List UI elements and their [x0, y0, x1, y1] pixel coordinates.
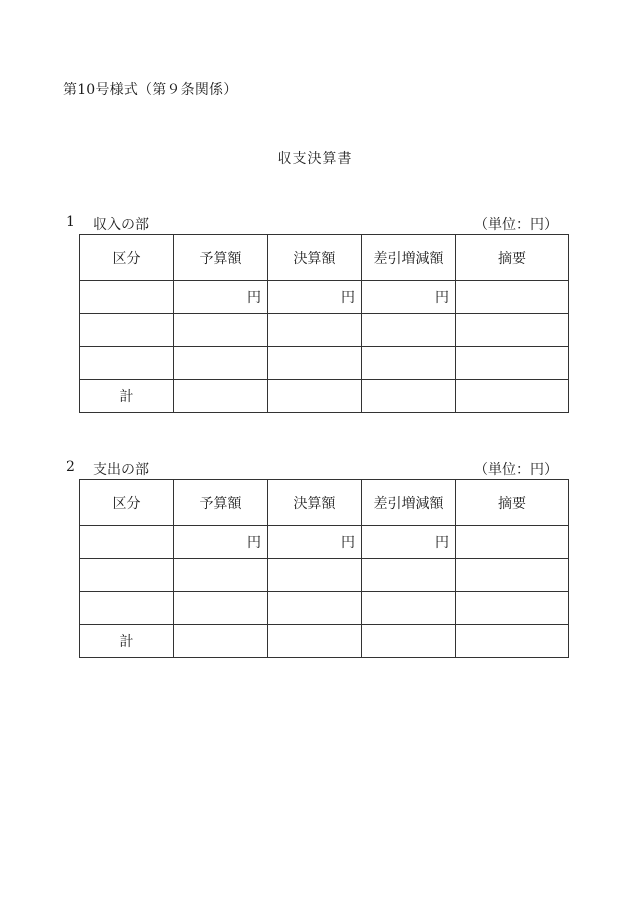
column-header-difference: 差引増減額 — [362, 480, 456, 526]
table-cell[interactable] — [362, 592, 456, 625]
table-cell[interactable] — [174, 625, 268, 658]
section-label: 収入の部 — [93, 217, 149, 233]
column-header-category: 区分 — [80, 480, 174, 526]
column-header-settlement: 決算額 — [268, 235, 362, 281]
column-header-remarks: 摘要 — [456, 235, 569, 281]
table-cell[interactable] — [80, 592, 174, 625]
table-cell[interactable] — [268, 592, 362, 625]
unit-note: （単位：円） — [474, 217, 558, 233]
column-header-difference: 差引増減額 — [362, 235, 456, 281]
currency-unit-cell[interactable]: 円 — [268, 281, 362, 314]
table-cell[interactable] — [268, 559, 362, 592]
table-cell[interactable] — [174, 314, 268, 347]
table-cell[interactable] — [362, 380, 456, 413]
table-cell[interactable] — [268, 380, 362, 413]
table-cell[interactable] — [456, 380, 569, 413]
section-heading-expenditure — [66, 459, 558, 477]
table-cell[interactable] — [174, 347, 268, 380]
currency-unit-cell[interactable]: 円 — [362, 526, 456, 559]
table-cell[interactable] — [456, 281, 569, 314]
table-cell[interactable] — [456, 314, 569, 347]
total-label: 計 — [80, 380, 174, 413]
table-cell[interactable] — [362, 559, 456, 592]
document-title: 収支決算書 — [277, 151, 353, 167]
table-cell[interactable] — [268, 314, 362, 347]
table-header-row — [80, 480, 569, 526]
table-cell[interactable] — [456, 559, 569, 592]
section-heading-income — [66, 214, 558, 232]
column-header-category: 区分 — [80, 235, 174, 281]
table-row — [80, 314, 569, 347]
currency-unit-cell[interactable]: 円 — [268, 526, 362, 559]
table-cell[interactable] — [80, 559, 174, 592]
total-label: 計 — [80, 625, 174, 658]
table-cell[interactable] — [456, 625, 569, 658]
table-header-row — [80, 235, 569, 281]
total-row — [80, 380, 569, 413]
income-table — [79, 234, 569, 413]
table-row — [80, 347, 569, 380]
currency-unit-cell[interactable]: 円 — [174, 281, 268, 314]
total-row — [80, 625, 569, 658]
table-row — [80, 592, 569, 625]
table-cell[interactable] — [174, 559, 268, 592]
section-label: 支出の部 — [93, 462, 149, 478]
column-header-remarks: 摘要 — [456, 480, 569, 526]
column-header-settlement: 決算額 — [268, 480, 362, 526]
table-cell[interactable] — [362, 347, 456, 380]
currency-unit-cell[interactable]: 円 — [362, 281, 456, 314]
table-cell[interactable] — [80, 347, 174, 380]
currency-unit-cell[interactable]: 円 — [174, 526, 268, 559]
section-number: 1 — [66, 214, 75, 230]
table-cell[interactable] — [456, 592, 569, 625]
expenditure-table — [79, 479, 569, 658]
section-number: 2 — [66, 459, 75, 475]
table-row — [80, 526, 569, 559]
unit-note: （単位：円） — [474, 462, 558, 478]
form-number: 第10号様式（第９条関係） — [63, 82, 238, 98]
table-cell[interactable] — [80, 314, 174, 347]
table-cell[interactable] — [174, 592, 268, 625]
table-cell[interactable] — [456, 347, 569, 380]
table-cell[interactable] — [174, 380, 268, 413]
column-header-budget: 予算額 — [174, 480, 268, 526]
table-cell[interactable] — [456, 526, 569, 559]
table-row — [80, 281, 569, 314]
table-cell[interactable] — [80, 526, 174, 559]
table-cell[interactable] — [362, 625, 456, 658]
table-row — [80, 559, 569, 592]
table-cell[interactable] — [362, 314, 456, 347]
table-cell[interactable] — [268, 347, 362, 380]
column-header-budget: 予算額 — [174, 235, 268, 281]
table-cell[interactable] — [268, 625, 362, 658]
table-cell[interactable] — [80, 281, 174, 314]
